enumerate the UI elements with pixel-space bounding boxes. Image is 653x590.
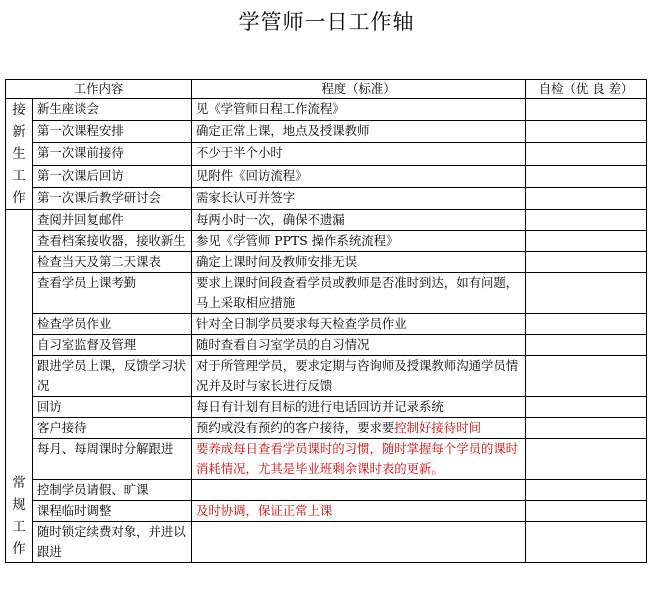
task-cell: 课程临时调整 [33, 501, 192, 522]
standard-highlight: 控制好接待时间 [394, 420, 481, 435]
table-row [6, 418, 647, 439]
standard-cell [192, 480, 526, 501]
standard-cell: 随时查看自习室学员的自习情况 [192, 335, 526, 356]
self-check-cell[interactable] [526, 418, 647, 439]
standard-cell [192, 522, 526, 563]
standard-cell: 及时协调，保证正常上课 [192, 501, 526, 522]
task-cell: 第一次课程安排 [33, 121, 192, 143]
table-row [6, 187, 647, 209]
standard-cell: 见附件《回访流程》 [192, 165, 526, 187]
task-cell: 客户接待 [33, 418, 192, 439]
standard-cell: 需家长认可并签字 [192, 187, 526, 209]
task-cell: 控制学员请假、旷课 [33, 480, 192, 501]
table-row [6, 480, 647, 501]
standard-cell: 每两小时一次，确保不遗漏 [192, 210, 526, 231]
category-new-student: 接 新 生 工 作 [6, 99, 33, 210]
standard-cell [192, 418, 526, 439]
table-row [6, 397, 647, 418]
self-check-cell[interactable] [526, 522, 647, 563]
table-row [6, 99, 647, 121]
table-row [6, 165, 647, 187]
self-check-cell[interactable] [526, 480, 647, 501]
self-check-cell[interactable] [526, 231, 647, 252]
task-cell: 第一次课前接待 [33, 143, 192, 165]
standard-cell: 要求上课时间段查看学员或教师是否准时到达，如有问题，马上采取相应措施 [192, 273, 526, 314]
table-row [6, 439, 647, 480]
table-row [6, 335, 647, 356]
self-check-cell[interactable] [526, 273, 647, 314]
standard-cell: 见《学管师日程工作流程》 [192, 99, 526, 121]
standard-cell: 每日有计划有目标的进行电话回访并记录系统 [192, 397, 526, 418]
table-row [6, 501, 647, 522]
self-check-cell[interactable] [526, 439, 647, 480]
self-check-cell[interactable] [526, 121, 647, 143]
self-check-cell[interactable] [526, 397, 647, 418]
header-self-check: 自检（优 良 差） [526, 80, 647, 99]
table-row [6, 252, 647, 273]
standard-text: 预约或没有预约的客户接待，要求要 [196, 420, 395, 435]
task-cell: 回访 [33, 397, 192, 418]
self-check-cell[interactable] [526, 99, 647, 121]
task-cell: 跟进学员上课，反馈学习状况 [33, 356, 192, 397]
table-row [6, 121, 647, 143]
self-check-cell[interactable] [526, 165, 647, 187]
standard-cell: 针对全日制学员要求每天检查学员作业 [192, 314, 526, 335]
table-row [6, 273, 647, 314]
task-cell: 检查学员作业 [33, 314, 192, 335]
table-row [6, 314, 647, 335]
header-standard: 程度（标准） [192, 80, 526, 99]
header-content: 工作内容 [6, 80, 192, 99]
self-check-cell[interactable] [526, 335, 647, 356]
self-check-cell[interactable] [526, 210, 647, 231]
self-check-cell[interactable] [526, 501, 647, 522]
standard-cell: 确定正常上课，地点及授课教师 [192, 121, 526, 143]
self-check-cell[interactable] [526, 314, 647, 335]
table-row [6, 522, 647, 563]
self-check-cell[interactable] [526, 187, 647, 209]
self-check-cell[interactable] [526, 252, 647, 273]
task-cell: 查阅并回复邮件 [33, 210, 192, 231]
standard-cell: 参见《学管师 PPTS 操作系统流程》 [192, 231, 526, 252]
self-check-cell[interactable] [526, 356, 647, 397]
category-routine: 常 规 工 作 [6, 210, 33, 563]
task-cell: 自习室监督及管理 [33, 335, 192, 356]
table-row [6, 231, 647, 252]
page-title: 学管师一日工作轴 [238, 10, 415, 34]
task-cell: 随时锁定续费对象，并进以跟进 [33, 522, 192, 563]
table-row [6, 356, 647, 397]
standard-cell: 对于所管理学员，要求定期与咨询师及授课教师沟通学员情况并及时与家长进行反馈 [192, 356, 526, 397]
task-cell: 第一次课后教学研讨会 [33, 187, 192, 209]
standard-cell: 不少于半个小时 [192, 143, 526, 165]
task-cell: 查看档案接收器，接收新生 [33, 231, 192, 252]
standard-cell: 要养成每日查看学员课时的习惯，随时掌握每个学员的课时消耗情况，尤其是毕业班剩余课时表的更新。 [192, 439, 526, 480]
table-row [6, 210, 647, 231]
standard-cell: 确定上课时间及教师安排无误 [192, 252, 526, 273]
self-check-cell[interactable] [526, 143, 647, 165]
task-cell: 检查当天及第二天课表 [33, 252, 192, 273]
table-header-row [6, 80, 647, 99]
task-cell: 新生座谈会 [33, 99, 192, 121]
task-cell: 第一次课后回访 [33, 165, 192, 187]
table-row [6, 143, 647, 165]
task-cell: 每月、每周课时分解跟进 [33, 439, 192, 480]
work-schedule-table [5, 79, 647, 563]
task-cell: 查看学员上课考勤 [33, 273, 192, 314]
